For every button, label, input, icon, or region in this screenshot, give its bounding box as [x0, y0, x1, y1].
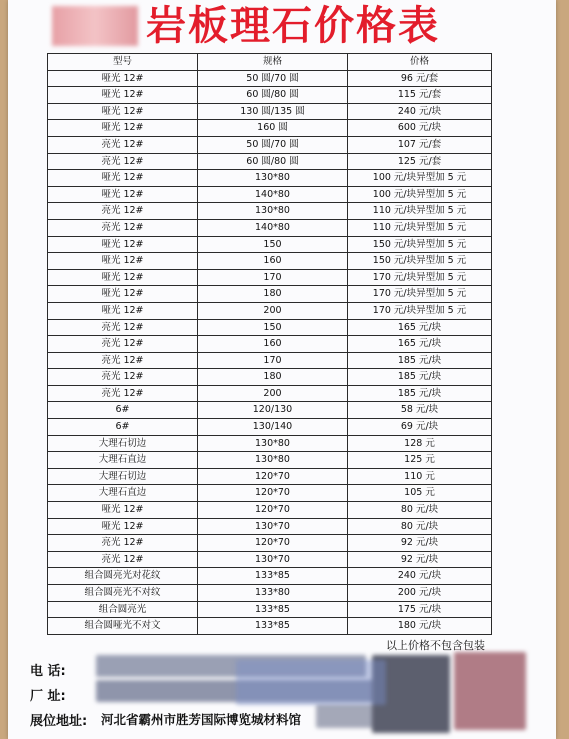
table-row [48, 535, 492, 552]
cell-price: 125 元 [348, 452, 492, 469]
cell-price: 107 元/套 [348, 136, 492, 153]
column-header-spec: 规格 [198, 54, 348, 71]
cell-model: 哑光 12# [48, 103, 198, 120]
table-row [48, 203, 492, 220]
showroom-address: 河北省霸州市胜芳国际博览城材料馆 [101, 712, 302, 727]
cell-price: 170 元/块异型加 5 元 [348, 286, 492, 303]
cell-spec: 130*70 [198, 518, 348, 535]
cell-spec: 160 [198, 336, 348, 353]
cell-spec: 170 [198, 352, 348, 369]
cell-spec: 120*70 [198, 468, 348, 485]
table-row [48, 219, 492, 236]
cell-model: 亮光 12# [48, 385, 198, 402]
cell-spec: 200 [198, 385, 348, 402]
table-row [48, 551, 492, 568]
cell-model: 亮光 12# [48, 551, 198, 568]
cell-model: 亮光 12# [48, 535, 198, 552]
table-row [48, 435, 492, 452]
cell-model: 大理石切边 [48, 468, 198, 485]
cell-model: 哑光 12# [48, 70, 198, 87]
cell-model: 亮光 12# [48, 153, 198, 170]
table-row [48, 352, 492, 369]
table-row [48, 236, 492, 253]
cell-spec: 160 圆 [198, 120, 348, 137]
table-row [48, 253, 492, 270]
cell-spec: 133*80 [198, 585, 348, 602]
cell-price: 200 元/块 [348, 585, 492, 602]
cell-model: 组合圆亮光不对纹 [48, 585, 198, 602]
cell-spec: 130*80 [198, 435, 348, 452]
cell-model: 亮光 12# [48, 319, 198, 336]
cell-price: 150 元/块异型加 5 元 [348, 236, 492, 253]
cell-price: 150 元/块异型加 5 元 [348, 253, 492, 270]
cell-model: 哑光 12# [48, 236, 198, 253]
cell-price: 92 元/块 [348, 551, 492, 568]
page-title: 岩板理石价格表 [146, 2, 440, 49]
cell-price: 115 元/套 [348, 87, 492, 104]
cell-price: 110 元/块异型加 5 元 [348, 219, 492, 236]
cell-price: 110 元 [348, 468, 492, 485]
cell-spec: 133*85 [198, 618, 348, 635]
cell-price: 80 元/块 [348, 502, 492, 519]
cell-model: 哑光 12# [48, 518, 198, 535]
redacted-image [454, 652, 526, 730]
cell-model: 亮光 12# [48, 219, 198, 236]
cell-spec: 160 [198, 253, 348, 270]
cell-price: 240 元/块 [348, 103, 492, 120]
table-row [48, 87, 492, 104]
cell-price: 69 元/块 [348, 419, 492, 436]
cell-model: 大理石切边 [48, 435, 198, 452]
cell-model: 大理石直边 [48, 485, 198, 502]
table-row [48, 452, 492, 469]
cell-price: 185 元/块 [348, 385, 492, 402]
cell-model: 哑光 12# [48, 87, 198, 104]
table-row [48, 601, 492, 618]
showroom-label: 展位地址: [30, 714, 88, 729]
cell-price: 600 元/块 [348, 120, 492, 137]
phone-label: 电 话: [30, 664, 66, 679]
table-row [48, 70, 492, 87]
cell-price: 240 元/块 [348, 568, 492, 585]
table-row [48, 103, 492, 120]
cell-spec: 180 [198, 286, 348, 303]
table-row [48, 502, 492, 519]
table-row [48, 419, 492, 436]
cell-price: 110 元/块异型加 5 元 [348, 203, 492, 220]
cell-model: 哑光 12# [48, 120, 198, 137]
cell-price: 100 元/块异型加 5 元 [348, 170, 492, 187]
cell-spec: 130 圆/135 圆 [198, 103, 348, 120]
cell-spec: 200 [198, 302, 348, 319]
packaging-note: 以上价格不包含包装 [386, 639, 485, 652]
cell-model: 大理石直边 [48, 452, 198, 469]
cell-price: 185 元/块 [348, 369, 492, 386]
cell-price: 96 元/套 [348, 70, 492, 87]
cell-price: 170 元/块异型加 5 元 [348, 302, 492, 319]
cell-price: 58 元/块 [348, 402, 492, 419]
cell-model: 组合圆亮光对花纹 [48, 568, 198, 585]
table-row [48, 485, 492, 502]
cell-model: 亮光 12# [48, 203, 198, 220]
table-row [48, 269, 492, 286]
table-row [48, 286, 492, 303]
cell-spec: 120*70 [198, 535, 348, 552]
cell-model: 亮光 12# [48, 352, 198, 369]
factory-label: 厂 址: [30, 689, 66, 704]
table-row [48, 336, 492, 353]
table-row [48, 568, 492, 585]
cell-price: 175 元/块 [348, 601, 492, 618]
cell-spec: 130*80 [198, 170, 348, 187]
table-row [48, 302, 492, 319]
cell-price: 170 元/块异型加 5 元 [348, 269, 492, 286]
cell-price: 105 元 [348, 485, 492, 502]
redacted-blue-mark [236, 660, 386, 705]
cell-model: 哑光 12# [48, 170, 198, 187]
table-row [48, 319, 492, 336]
cell-price: 128 元 [348, 435, 492, 452]
table-row [48, 402, 492, 419]
price-table [47, 53, 492, 635]
table-header-row [48, 54, 492, 71]
cell-model: 哑光 12# [48, 302, 198, 319]
cell-model: 6# [48, 402, 198, 419]
cell-price: 125 元/套 [348, 153, 492, 170]
table-row [48, 186, 492, 203]
cell-spec: 130/140 [198, 419, 348, 436]
cell-price: 180 元/块 [348, 618, 492, 635]
cell-spec: 140*80 [198, 219, 348, 236]
cell-spec: 150 [198, 236, 348, 253]
table-row [48, 136, 492, 153]
price-table-body [48, 70, 492, 634]
cell-spec: 50 圆/70 圆 [198, 136, 348, 153]
cell-spec: 180 [198, 369, 348, 386]
cell-model: 6# [48, 419, 198, 436]
cell-spec: 60 圆/80 圆 [198, 153, 348, 170]
table-row [48, 153, 492, 170]
redacted-logo [52, 6, 138, 46]
cell-model: 哑光 12# [48, 502, 198, 519]
cell-price: 100 元/块异型加 5 元 [348, 186, 492, 203]
cell-spec: 140*80 [198, 186, 348, 203]
cell-spec: 130*70 [198, 551, 348, 568]
column-header-price: 价格 [348, 54, 492, 71]
cell-model: 组合圆亮光 [48, 601, 198, 618]
cell-spec: 130*80 [198, 452, 348, 469]
cell-spec: 133*85 [198, 568, 348, 585]
cell-spec: 60 圆/80 圆 [198, 87, 348, 104]
cell-price: 165 元/块 [348, 336, 492, 353]
cell-spec: 170 [198, 269, 348, 286]
table-row [48, 618, 492, 635]
cell-model: 哑光 12# [48, 186, 198, 203]
cell-model: 哑光 12# [48, 253, 198, 270]
cell-spec: 120/130 [198, 402, 348, 419]
table-row [48, 468, 492, 485]
cell-spec: 133*85 [198, 601, 348, 618]
cell-spec: 150 [198, 319, 348, 336]
cell-spec: 50 圆/70 圆 [198, 70, 348, 87]
table-row [48, 170, 492, 187]
table-row [48, 385, 492, 402]
cell-spec: 130*80 [198, 203, 348, 220]
cell-model: 亮光 12# [48, 136, 198, 153]
cell-model: 亮光 12# [48, 369, 198, 386]
cell-spec: 120*70 [198, 502, 348, 519]
table-row [48, 120, 492, 137]
cell-price: 185 元/块 [348, 352, 492, 369]
cell-model: 哑光 12# [48, 286, 198, 303]
cell-spec: 120*70 [198, 485, 348, 502]
cell-price: 80 元/块 [348, 518, 492, 535]
cell-model: 哑光 12# [48, 269, 198, 286]
column-header-model: 型号 [48, 54, 198, 71]
cell-model: 组合圆哑光不对文 [48, 618, 198, 635]
cell-price: 92 元/块 [348, 535, 492, 552]
table-row [48, 518, 492, 535]
cell-model: 亮光 12# [48, 336, 198, 353]
cell-price: 165 元/块 [348, 319, 492, 336]
table-row [48, 585, 492, 602]
table-row [48, 369, 492, 386]
